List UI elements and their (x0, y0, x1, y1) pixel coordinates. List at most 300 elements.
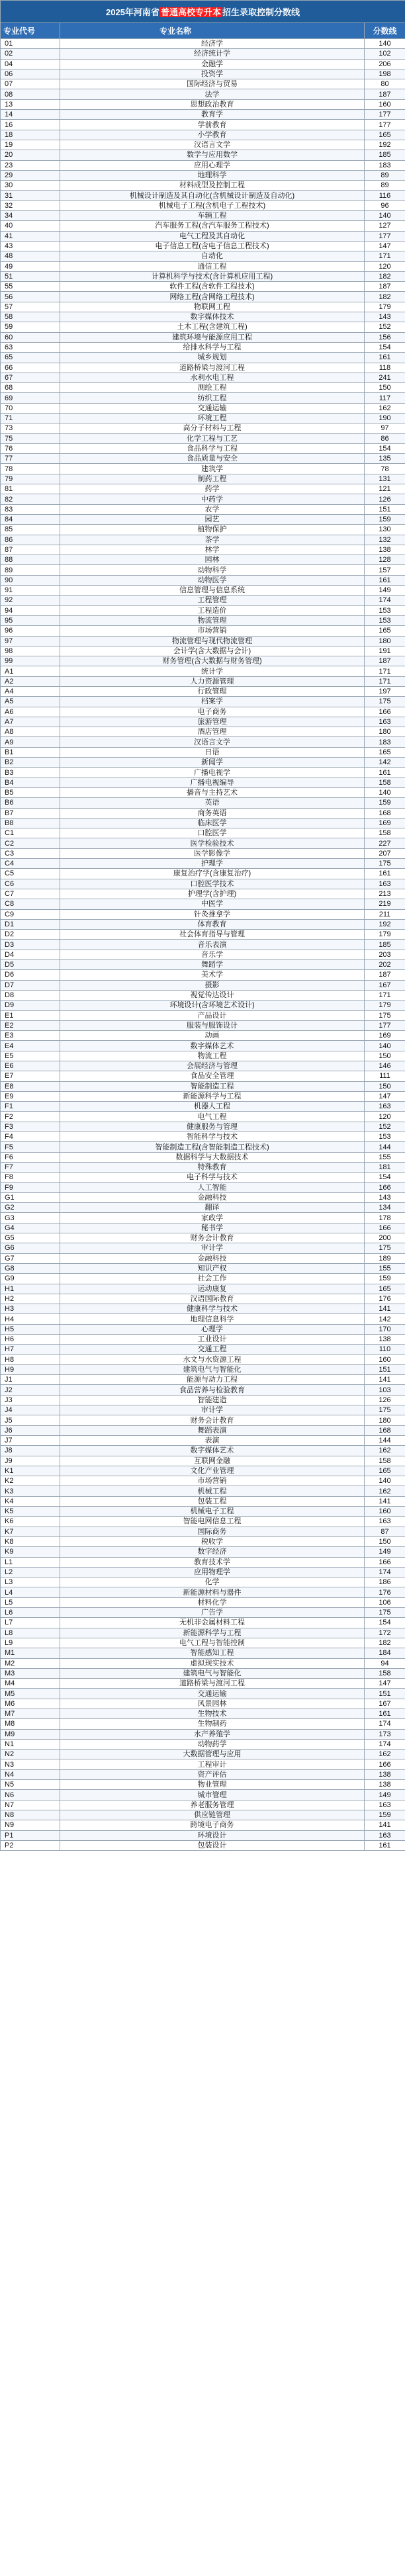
table-row (1, 1112, 405, 1122)
table-row (1, 545, 405, 555)
major-code-cell: 89 (1, 565, 60, 575)
score-cell: 146 (365, 1061, 405, 1071)
table-row (1, 1385, 405, 1395)
major-code-cell: 51 (1, 271, 60, 281)
title-suffix: 招生录取控制分数线 (222, 7, 300, 17)
score-cell: 151 (365, 504, 405, 514)
table-row (1, 1405, 405, 1415)
major-code-cell: F7 (1, 1162, 60, 1172)
table-row (1, 1486, 405, 1496)
major-code-cell: 96 (1, 626, 60, 636)
major-code-cell: N7 (1, 1800, 60, 1810)
major-name-cell: 信息管理与信息系统 (60, 586, 365, 596)
major-code-cell: 68 (1, 383, 60, 393)
major-name-cell: 互联网金融 (60, 1456, 365, 1466)
major-code-cell: B7 (1, 808, 60, 818)
table-row (1, 59, 405, 69)
major-code-cell: 91 (1, 586, 60, 596)
table-row (1, 1496, 405, 1506)
major-code-cell: A6 (1, 707, 60, 717)
major-code-cell: C5 (1, 869, 60, 879)
major-code-cell: J4 (1, 1405, 60, 1415)
score-cell: 168 (365, 808, 405, 818)
score-cell: 140 (365, 787, 405, 797)
table-row (1, 697, 405, 707)
score-cell: 165 (365, 747, 405, 757)
major-name-cell: 会展经济与管理 (60, 1061, 365, 1071)
table-row (1, 1446, 405, 1456)
major-name-cell: 机械设计制造及其自动化(含机械设计制造及自动化) (60, 191, 365, 200)
major-code-cell: F6 (1, 1152, 60, 1162)
table-row (1, 1304, 405, 1314)
score-cell: 141 (365, 1375, 405, 1385)
table-row (1, 727, 405, 737)
major-name-cell: 财务会计教育 (60, 1415, 365, 1425)
major-code-cell: L4 (1, 1587, 60, 1597)
table-row (1, 1000, 405, 1010)
table-row (1, 200, 405, 210)
table-row (1, 1152, 405, 1162)
table-row (1, 1709, 405, 1718)
major-code-cell: M9 (1, 1729, 60, 1739)
score-cell: 138 (365, 1769, 405, 1779)
major-name-cell: 人工智能 (60, 1182, 365, 1192)
score-cell: 149 (365, 1790, 405, 1800)
major-name-cell: 临床医学 (60, 818, 365, 828)
major-name-cell: 交通运输 (60, 403, 365, 413)
major-code-cell: E5 (1, 1051, 60, 1061)
major-name-cell: 服装与服饰设计 (60, 1020, 365, 1030)
major-code-cell: E2 (1, 1020, 60, 1030)
major-name-cell: 物流管理与现代物流管理 (60, 636, 365, 646)
major-code-cell: 69 (1, 393, 60, 403)
table-row (1, 1507, 405, 1517)
major-code-cell: G8 (1, 1263, 60, 1273)
major-code-cell: 65 (1, 353, 60, 363)
header-code: 专业代号 (1, 23, 60, 39)
major-name-cell: 城市管理 (60, 1790, 365, 1800)
score-cell: 158 (365, 1668, 405, 1678)
major-code-cell: C9 (1, 909, 60, 919)
score-cell: 89 (365, 181, 405, 191)
table-row (1, 575, 405, 585)
table-row (1, 940, 405, 950)
major-name-cell: 交通运输 (60, 1689, 365, 1699)
table-row (1, 1638, 405, 1648)
score-cell: 161 (365, 869, 405, 879)
major-name-cell: 跨境电子商务 (60, 1820, 365, 1830)
score-cell: 143 (365, 312, 405, 322)
score-cell: 200 (365, 1233, 405, 1243)
score-cell: 175 (365, 1010, 405, 1020)
major-name-cell: 学前教育 (60, 120, 365, 130)
score-cell: 96 (365, 200, 405, 210)
major-name-cell: 中药学 (60, 494, 365, 504)
major-name-cell: 知识产权 (60, 1263, 365, 1273)
table-row (1, 1820, 405, 1830)
table-row (1, 1051, 405, 1061)
major-name-cell: 食品安全管理 (60, 1071, 365, 1081)
table-row (1, 1608, 405, 1618)
table-row (1, 474, 405, 484)
score-cell: 150 (365, 1081, 405, 1091)
score-cell: 192 (365, 919, 405, 929)
score-cell: 111 (365, 1071, 405, 1081)
table-row (1, 525, 405, 535)
major-name-cell: 生物制药 (60, 1719, 365, 1729)
score-cell: 219 (365, 899, 405, 909)
major-code-cell: K8 (1, 1536, 60, 1546)
major-name-cell: 法学 (60, 89, 365, 99)
major-name-cell: 建筑学 (60, 464, 365, 474)
score-cell: 140 (365, 211, 405, 221)
major-code-cell: 87 (1, 545, 60, 555)
table-row (1, 1557, 405, 1567)
major-name-cell: 动物医学 (60, 575, 365, 585)
major-code-cell: J5 (1, 1415, 60, 1425)
major-name-cell: 音乐表演 (60, 940, 365, 950)
major-code-cell: D3 (1, 940, 60, 950)
sheet-title (1, 1, 405, 23)
major-code-cell: 84 (1, 514, 60, 524)
major-code-cell: 99 (1, 656, 60, 666)
table-row (1, 221, 405, 231)
major-code-cell: N4 (1, 1769, 60, 1779)
table-row (1, 980, 405, 990)
table-row (1, 373, 405, 382)
table-row (1, 1719, 405, 1729)
table-row (1, 1395, 405, 1405)
major-code-cell: 14 (1, 110, 60, 120)
major-name-cell: 翻译 (60, 1203, 365, 1213)
major-code-cell: E1 (1, 1010, 60, 1020)
major-code-cell: C3 (1, 848, 60, 858)
score-cell: 159 (365, 514, 405, 524)
major-name-cell: 人力资源管理 (60, 676, 365, 686)
table-row (1, 676, 405, 686)
major-code-cell: H8 (1, 1355, 60, 1364)
table-row (1, 292, 405, 302)
major-code-cell: B5 (1, 787, 60, 797)
major-code-cell: 06 (1, 69, 60, 79)
major-name-cell: 针灸推拿学 (60, 909, 365, 919)
major-name-cell: 汉语言文学 (60, 737, 365, 747)
score-cell: 151 (365, 1364, 405, 1374)
score-cell: 150 (365, 1536, 405, 1546)
score-cell: 161 (365, 768, 405, 777)
major-name-cell: 计算机科学与技术(含计算机应用工程) (60, 271, 365, 281)
major-code-cell: 13 (1, 99, 60, 109)
score-cell: 171 (365, 666, 405, 676)
score-cell: 185 (365, 150, 405, 160)
major-code-cell: K5 (1, 1507, 60, 1517)
major-name-cell: 广播电视学 (60, 768, 365, 777)
score-cell: 175 (365, 1608, 405, 1618)
major-name-cell: 体育教育 (60, 919, 365, 929)
major-code-cell: 34 (1, 211, 60, 221)
score-cell: 173 (365, 1729, 405, 1739)
score-cell: 177 (365, 1020, 405, 1030)
major-name-cell: 建筑环境与能源应用工程 (60, 332, 365, 342)
header-name: 专业名称 (60, 23, 365, 39)
table-row (1, 1122, 405, 1132)
table-row (1, 1020, 405, 1030)
score-cell: 180 (365, 636, 405, 646)
major-name-cell: 城乡规划 (60, 353, 365, 363)
major-code-cell: B1 (1, 747, 60, 757)
table-row (1, 1476, 405, 1486)
score-cell: 179 (365, 302, 405, 312)
major-name-cell: 酒店管理 (60, 727, 365, 737)
table-row (1, 848, 405, 858)
score-cell: 110 (365, 1345, 405, 1355)
major-code-cell: E6 (1, 1061, 60, 1071)
score-cell: 154 (365, 342, 405, 352)
table-row (1, 666, 405, 676)
major-name-cell: 软件工程(含软件工程技术) (60, 282, 365, 292)
major-name-cell: 智能电网信息工程 (60, 1517, 365, 1527)
score-cell: 163 (365, 1517, 405, 1527)
score-cell: 157 (365, 565, 405, 575)
table-row (1, 930, 405, 940)
major-name-cell: 植物保护 (60, 525, 365, 535)
table-row (1, 393, 405, 403)
major-name-cell: 表演 (60, 1435, 365, 1445)
major-code-cell: J2 (1, 1385, 60, 1395)
table-row (1, 1790, 405, 1800)
table-row (1, 1729, 405, 1739)
major-code-cell: E9 (1, 1091, 60, 1101)
major-name-cell: 商务英语 (60, 808, 365, 818)
table-row (1, 859, 405, 869)
major-code-cell: D1 (1, 919, 60, 929)
table-row (1, 1314, 405, 1324)
major-name-cell: 财务会计教育 (60, 1233, 365, 1243)
score-cell: 171 (365, 990, 405, 1000)
score-cell: 154 (365, 1173, 405, 1182)
major-name-cell: 农学 (60, 504, 365, 514)
score-cell: 182 (365, 271, 405, 281)
score-cell: 165 (365, 1284, 405, 1294)
major-code-cell: G7 (1, 1253, 60, 1263)
score-cell: 177 (365, 231, 405, 241)
major-name-cell: 教育技术学 (60, 1557, 365, 1567)
major-code-cell: M4 (1, 1679, 60, 1689)
table-row (1, 464, 405, 474)
major-name-cell: 日语 (60, 747, 365, 757)
table-row (1, 1263, 405, 1273)
score-cell: 159 (365, 798, 405, 808)
score-cell: 141 (365, 1304, 405, 1314)
major-name-cell: 养老服务管理 (60, 1800, 365, 1810)
major-name-cell: 汉语言文学 (60, 140, 365, 150)
table-row (1, 312, 405, 322)
major-code-cell: 01 (1, 39, 60, 49)
score-cell: 190 (365, 413, 405, 423)
major-name-cell: 物联网工程 (60, 302, 365, 312)
major-code-cell: J6 (1, 1425, 60, 1435)
major-code-cell: 60 (1, 332, 60, 342)
major-name-cell: 环境工程 (60, 413, 365, 423)
major-code-cell: L3 (1, 1577, 60, 1587)
major-name-cell: 包装工程 (60, 1496, 365, 1506)
major-name-cell: 舞蹈表演 (60, 1425, 365, 1435)
table-row (1, 889, 405, 899)
score-cell: 126 (365, 494, 405, 504)
major-name-cell: 智能制造工程 (60, 1081, 365, 1091)
major-code-cell: D2 (1, 930, 60, 940)
major-name-cell: 舞蹈学 (60, 960, 365, 970)
major-name-cell: 水文与水资源工程 (60, 1355, 365, 1364)
major-code-cell: A9 (1, 737, 60, 747)
table-row (1, 970, 405, 980)
major-name-cell: 口腔医学 (60, 828, 365, 838)
major-code-cell: G5 (1, 1233, 60, 1243)
table-row (1, 443, 405, 453)
major-code-cell: F3 (1, 1122, 60, 1132)
score-cell: 203 (365, 950, 405, 959)
major-name-cell: 广告学 (60, 1608, 365, 1618)
table-row (1, 798, 405, 808)
major-code-cell: L1 (1, 1557, 60, 1567)
major-code-cell: 79 (1, 474, 60, 484)
major-name-cell: 工程管理 (60, 596, 365, 605)
table-row (1, 1081, 405, 1091)
major-name-cell: 经济统计学 (60, 49, 365, 59)
major-name-cell: 通信工程 (60, 261, 365, 271)
major-name-cell: 给排水科学与工程 (60, 342, 365, 352)
table-row (1, 1253, 405, 1263)
score-cell: 175 (365, 859, 405, 869)
table-row (1, 1142, 405, 1152)
table-row (1, 211, 405, 221)
major-name-cell: 茶学 (60, 535, 365, 545)
major-name-cell: 智能科学与技术 (60, 1132, 365, 1142)
major-name-cell: 药学 (60, 484, 365, 494)
major-code-cell: B6 (1, 798, 60, 808)
major-code-cell: J9 (1, 1456, 60, 1466)
major-code-cell: K1 (1, 1466, 60, 1476)
major-code-cell: B3 (1, 768, 60, 777)
score-cell: 144 (365, 1435, 405, 1445)
major-name-cell: 护理学(含护理) (60, 889, 365, 899)
score-cell: 106 (365, 1597, 405, 1607)
major-code-cell: 63 (1, 342, 60, 352)
major-name-cell: 产品设计 (60, 1010, 365, 1020)
score-cell: 150 (365, 1051, 405, 1061)
major-code-cell: 19 (1, 140, 60, 150)
score-cell: 162 (365, 1750, 405, 1759)
table-row (1, 1182, 405, 1192)
table-row (1, 1587, 405, 1597)
score-cell: 151 (365, 1689, 405, 1699)
table-row (1, 271, 405, 281)
major-name-cell: 金融学 (60, 59, 365, 69)
score-cell: 187 (365, 656, 405, 666)
major-name-cell: 医学影像学 (60, 848, 365, 858)
score-cell: 162 (365, 403, 405, 413)
table-row (1, 423, 405, 433)
major-name-cell: 应用物理学 (60, 1567, 365, 1577)
score-cell: 163 (365, 1800, 405, 1810)
major-code-cell: 43 (1, 241, 60, 251)
score-cell: 189 (365, 1253, 405, 1263)
score-cell: 126 (365, 1395, 405, 1405)
score-cell: 207 (365, 848, 405, 858)
table-row (1, 717, 405, 727)
major-name-cell: 水利水电工程 (60, 373, 365, 382)
major-name-cell: 文化产业管理 (60, 1466, 365, 1476)
major-code-cell: F1 (1, 1102, 60, 1112)
table-row (1, 1173, 405, 1182)
score-cell: 80 (365, 79, 405, 89)
major-code-cell: 23 (1, 160, 60, 170)
table-row (1, 1658, 405, 1668)
major-code-cell: D8 (1, 990, 60, 1000)
score-cell: 154 (365, 1618, 405, 1628)
major-code-cell: 31 (1, 191, 60, 200)
table-row (1, 1780, 405, 1790)
table-row (1, 768, 405, 777)
major-code-cell: M6 (1, 1699, 60, 1709)
score-cell: 161 (365, 575, 405, 585)
score-cell: 158 (365, 828, 405, 838)
score-cell: 163 (365, 717, 405, 727)
major-code-cell: L6 (1, 1608, 60, 1618)
major-name-cell: 市场营销 (60, 1476, 365, 1486)
score-cell: 153 (365, 605, 405, 615)
score-cell: 167 (365, 1699, 405, 1709)
score-cell: 185 (365, 940, 405, 950)
major-code-cell: 82 (1, 494, 60, 504)
major-name-cell: 数字媒体艺术 (60, 1446, 365, 1456)
major-name-cell: 化学 (60, 1577, 365, 1587)
major-code-cell: J3 (1, 1395, 60, 1405)
major-code-cell: K7 (1, 1527, 60, 1536)
score-cell: 178 (365, 1213, 405, 1223)
score-cell: 169 (365, 1031, 405, 1041)
table-row (1, 1769, 405, 1779)
table-row (1, 990, 405, 1000)
table-row (1, 130, 405, 140)
score-cell: 211 (365, 909, 405, 919)
table-row (1, 89, 405, 99)
major-name-cell: 国际经济与贸易 (60, 79, 365, 89)
major-name-cell: 口腔医学技术 (60, 879, 365, 889)
table-row (1, 818, 405, 828)
score-cell: 174 (365, 1739, 405, 1749)
table-row (1, 1739, 405, 1749)
major-code-cell: 95 (1, 615, 60, 625)
major-code-cell: 20 (1, 150, 60, 160)
table-row (1, 869, 405, 879)
major-code-cell: K6 (1, 1517, 60, 1527)
score-cell: 179 (365, 1000, 405, 1010)
table-row (1, 1425, 405, 1435)
score-cell: 174 (365, 596, 405, 605)
table-row (1, 342, 405, 352)
table-row (1, 1213, 405, 1223)
major-code-cell: N6 (1, 1790, 60, 1800)
table-row (1, 1345, 405, 1355)
score-cell: 187 (365, 89, 405, 99)
major-code-cell: 16 (1, 120, 60, 130)
major-code-cell: 81 (1, 484, 60, 494)
major-code-cell: H7 (1, 1345, 60, 1355)
major-code-cell: 77 (1, 454, 60, 464)
major-name-cell: 播音与主持艺术 (60, 787, 365, 797)
major-code-cell: 57 (1, 302, 60, 312)
